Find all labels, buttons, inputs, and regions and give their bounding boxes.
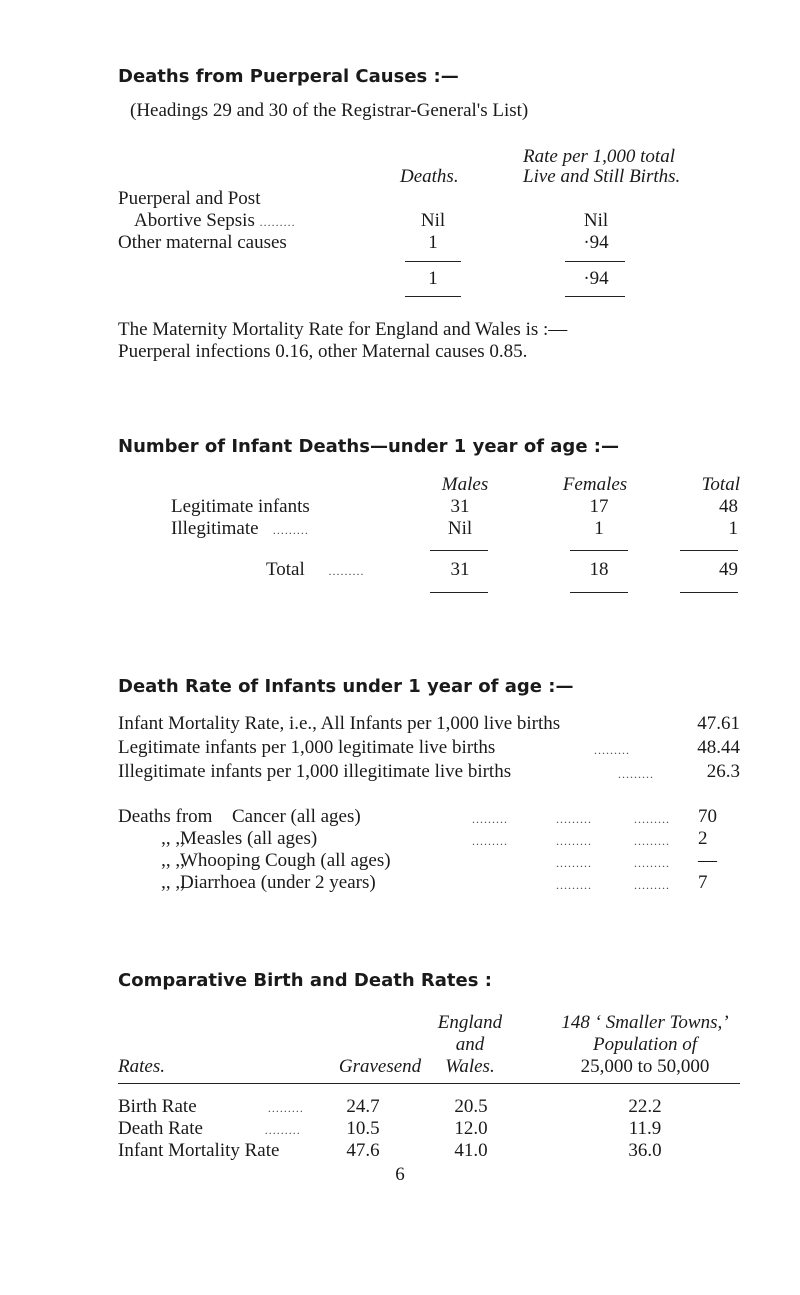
col-england-1: England — [437, 1012, 503, 1033]
sepsis-deaths: Nil — [420, 210, 446, 231]
divider — [570, 592, 628, 593]
illegitimate-total: 1 — [728, 518, 738, 539]
death-rate-heading: Death Rate of Infants under 1 year of age :— — [118, 676, 574, 697]
dot-leader: ......... — [472, 812, 508, 826]
total-deaths: 1 — [428, 268, 438, 289]
dot-leader: ......... — [634, 856, 670, 870]
divider — [118, 1083, 740, 1084]
col-rates: Rates. — [118, 1056, 165, 1077]
comparative-heading: Comparative Birth and Death Rates : — [118, 970, 492, 991]
col-rate-line2: Live and Still Births. — [523, 166, 681, 187]
divider — [570, 550, 628, 551]
gravesend-death: 10.5 — [346, 1118, 380, 1139]
dot-leader: ......... — [594, 743, 630, 757]
divider — [680, 592, 738, 593]
row-sepsis-label-2 — [134, 210, 296, 233]
sepsis-rate: Nil — [583, 210, 609, 231]
rate-value: 48.44 — [697, 737, 740, 758]
dot-leader: ......... — [618, 767, 654, 781]
infant-mortality-label: Infant Mortality Rate — [118, 1140, 280, 1161]
towns-death: 11.9 — [628, 1118, 662, 1139]
death-rate-label — [118, 1118, 301, 1141]
divider — [405, 261, 461, 262]
illegitimate-males: Nil — [447, 518, 473, 539]
towns-birth: 22.2 — [628, 1096, 662, 1117]
col-towns-2: Population of — [593, 1034, 697, 1055]
row-sepsis-label-1: Puerperal and Post — [118, 188, 261, 209]
birth-rate-label — [118, 1096, 304, 1119]
divider — [430, 550, 488, 551]
col-towns-3: 25,000 to 50,000 — [580, 1056, 710, 1077]
england-death: 12.0 — [454, 1118, 488, 1139]
infant-total-label — [266, 559, 365, 582]
legitimate-females: 17 — [589, 496, 609, 517]
row-sepsis-label-2-text: Abortive Sepsis — [134, 210, 255, 231]
col-total: Total — [701, 474, 740, 495]
dot-leader: ......... — [634, 878, 670, 892]
maternity-note-2: Puerperal infections 0.16, other Maternal causes 0.85. — [118, 341, 528, 362]
birth-rate-label-text: Birth Rate — [118, 1096, 197, 1117]
col-towns-1: 148 ‘ Smaller Towns,’ — [561, 1012, 729, 1033]
col-gravesend: Gravesend — [338, 1056, 422, 1077]
illegitimate-label-text: Illegitimate — [171, 518, 259, 539]
england-birth: 20.5 — [454, 1096, 488, 1117]
illegitimate-label — [171, 518, 309, 541]
gravesend-birth: 24.7 — [346, 1096, 380, 1117]
dot-leader: ......... — [328, 564, 365, 578]
legitimate-total: 48 — [719, 496, 738, 517]
cause-prefix: Deaths from — [118, 806, 213, 827]
cause-label: Cancer (all ages) — [232, 806, 361, 827]
dot-leader: ......... — [556, 834, 592, 848]
cause-value: 2 — [698, 828, 708, 849]
infant-total-label-text: Total — [266, 559, 305, 580]
dot-leader: ......... — [556, 812, 592, 826]
rate-label: Infant Mortality Rate, i.e., All Infants per 1,000 live births — [118, 713, 561, 734]
puerperal-heading: Deaths from Puerperal Causes :— — [118, 66, 459, 87]
dot-leader: ......... — [634, 834, 670, 848]
dot-leader: ......... — [556, 878, 592, 892]
dot-leader: ......... — [472, 834, 508, 848]
illegitimate-females: 1 — [594, 518, 604, 539]
legitimate-males: 31 — [450, 496, 470, 517]
cause-label: Whooping Cough (all ages) — [180, 850, 391, 871]
rate-value: 26.3 — [706, 761, 740, 782]
page-number: 6 — [395, 1164, 405, 1185]
cause-value: 7 — [698, 872, 708, 893]
col-females: Females — [562, 474, 628, 495]
towns-infant: 36.0 — [628, 1140, 662, 1161]
other-deaths: 1 — [428, 232, 438, 253]
infant-total-males: 31 — [450, 559, 470, 580]
total-rate: ·94 — [583, 268, 609, 289]
dot-leader: ......... — [259, 215, 296, 229]
row-other-label: Other maternal causes — [118, 232, 287, 253]
rate-value: 47.61 — [697, 713, 740, 734]
col-england-3: Wales. — [445, 1056, 495, 1077]
puerperal-subheading: (Headings 29 and 30 of the Registrar-General's List) — [130, 100, 529, 121]
cause-label: Measles (all ages) — [180, 828, 318, 849]
col-males: Males — [441, 474, 489, 495]
legitimate-label: Legitimate infants — [171, 496, 310, 517]
cause-prefix: ,, ,, — [161, 872, 185, 893]
gravesend-infant: 47.6 — [346, 1140, 380, 1161]
col-deaths: Deaths. — [400, 166, 459, 187]
dot-leader: ......... — [556, 856, 592, 870]
rate-label: Legitimate infants per 1,000 legitimate live births — [118, 737, 496, 758]
dot-leader: ......... — [272, 523, 309, 537]
maternity-note-1: The Maternity Mortality Rate for England and Wales is :— — [118, 319, 568, 340]
dot-leader: ......... — [264, 1123, 301, 1137]
divider — [430, 592, 488, 593]
rate-label: Illegitimate infants per 1,000 illegitimate live births — [118, 761, 512, 782]
infant-total-total: 49 — [719, 559, 738, 580]
divider — [680, 550, 738, 551]
cause-label: Diarrhoea (under 2 years) — [180, 872, 376, 893]
divider — [405, 296, 461, 297]
divider — [565, 296, 625, 297]
dot-leader: ......... — [267, 1101, 304, 1115]
cause-prefix: ,, ,, — [161, 850, 185, 871]
cause-value: — — [698, 850, 717, 871]
cause-prefix: ,, ,, — [161, 828, 185, 849]
death-rate-label-text: Death Rate — [118, 1118, 203, 1139]
england-infant: 41.0 — [454, 1140, 488, 1161]
infant-total-females: 18 — [589, 559, 609, 580]
cause-value: 70 — [698, 806, 717, 827]
dot-leader: ......... — [634, 812, 670, 826]
infant-deaths-heading: Number of Infant Deaths—under 1 year of age :— — [118, 436, 619, 457]
other-rate: ·94 — [583, 232, 609, 253]
divider — [565, 261, 625, 262]
col-england-2: and — [455, 1034, 485, 1055]
col-rate-line1: Rate per 1,000 total — [523, 146, 675, 167]
